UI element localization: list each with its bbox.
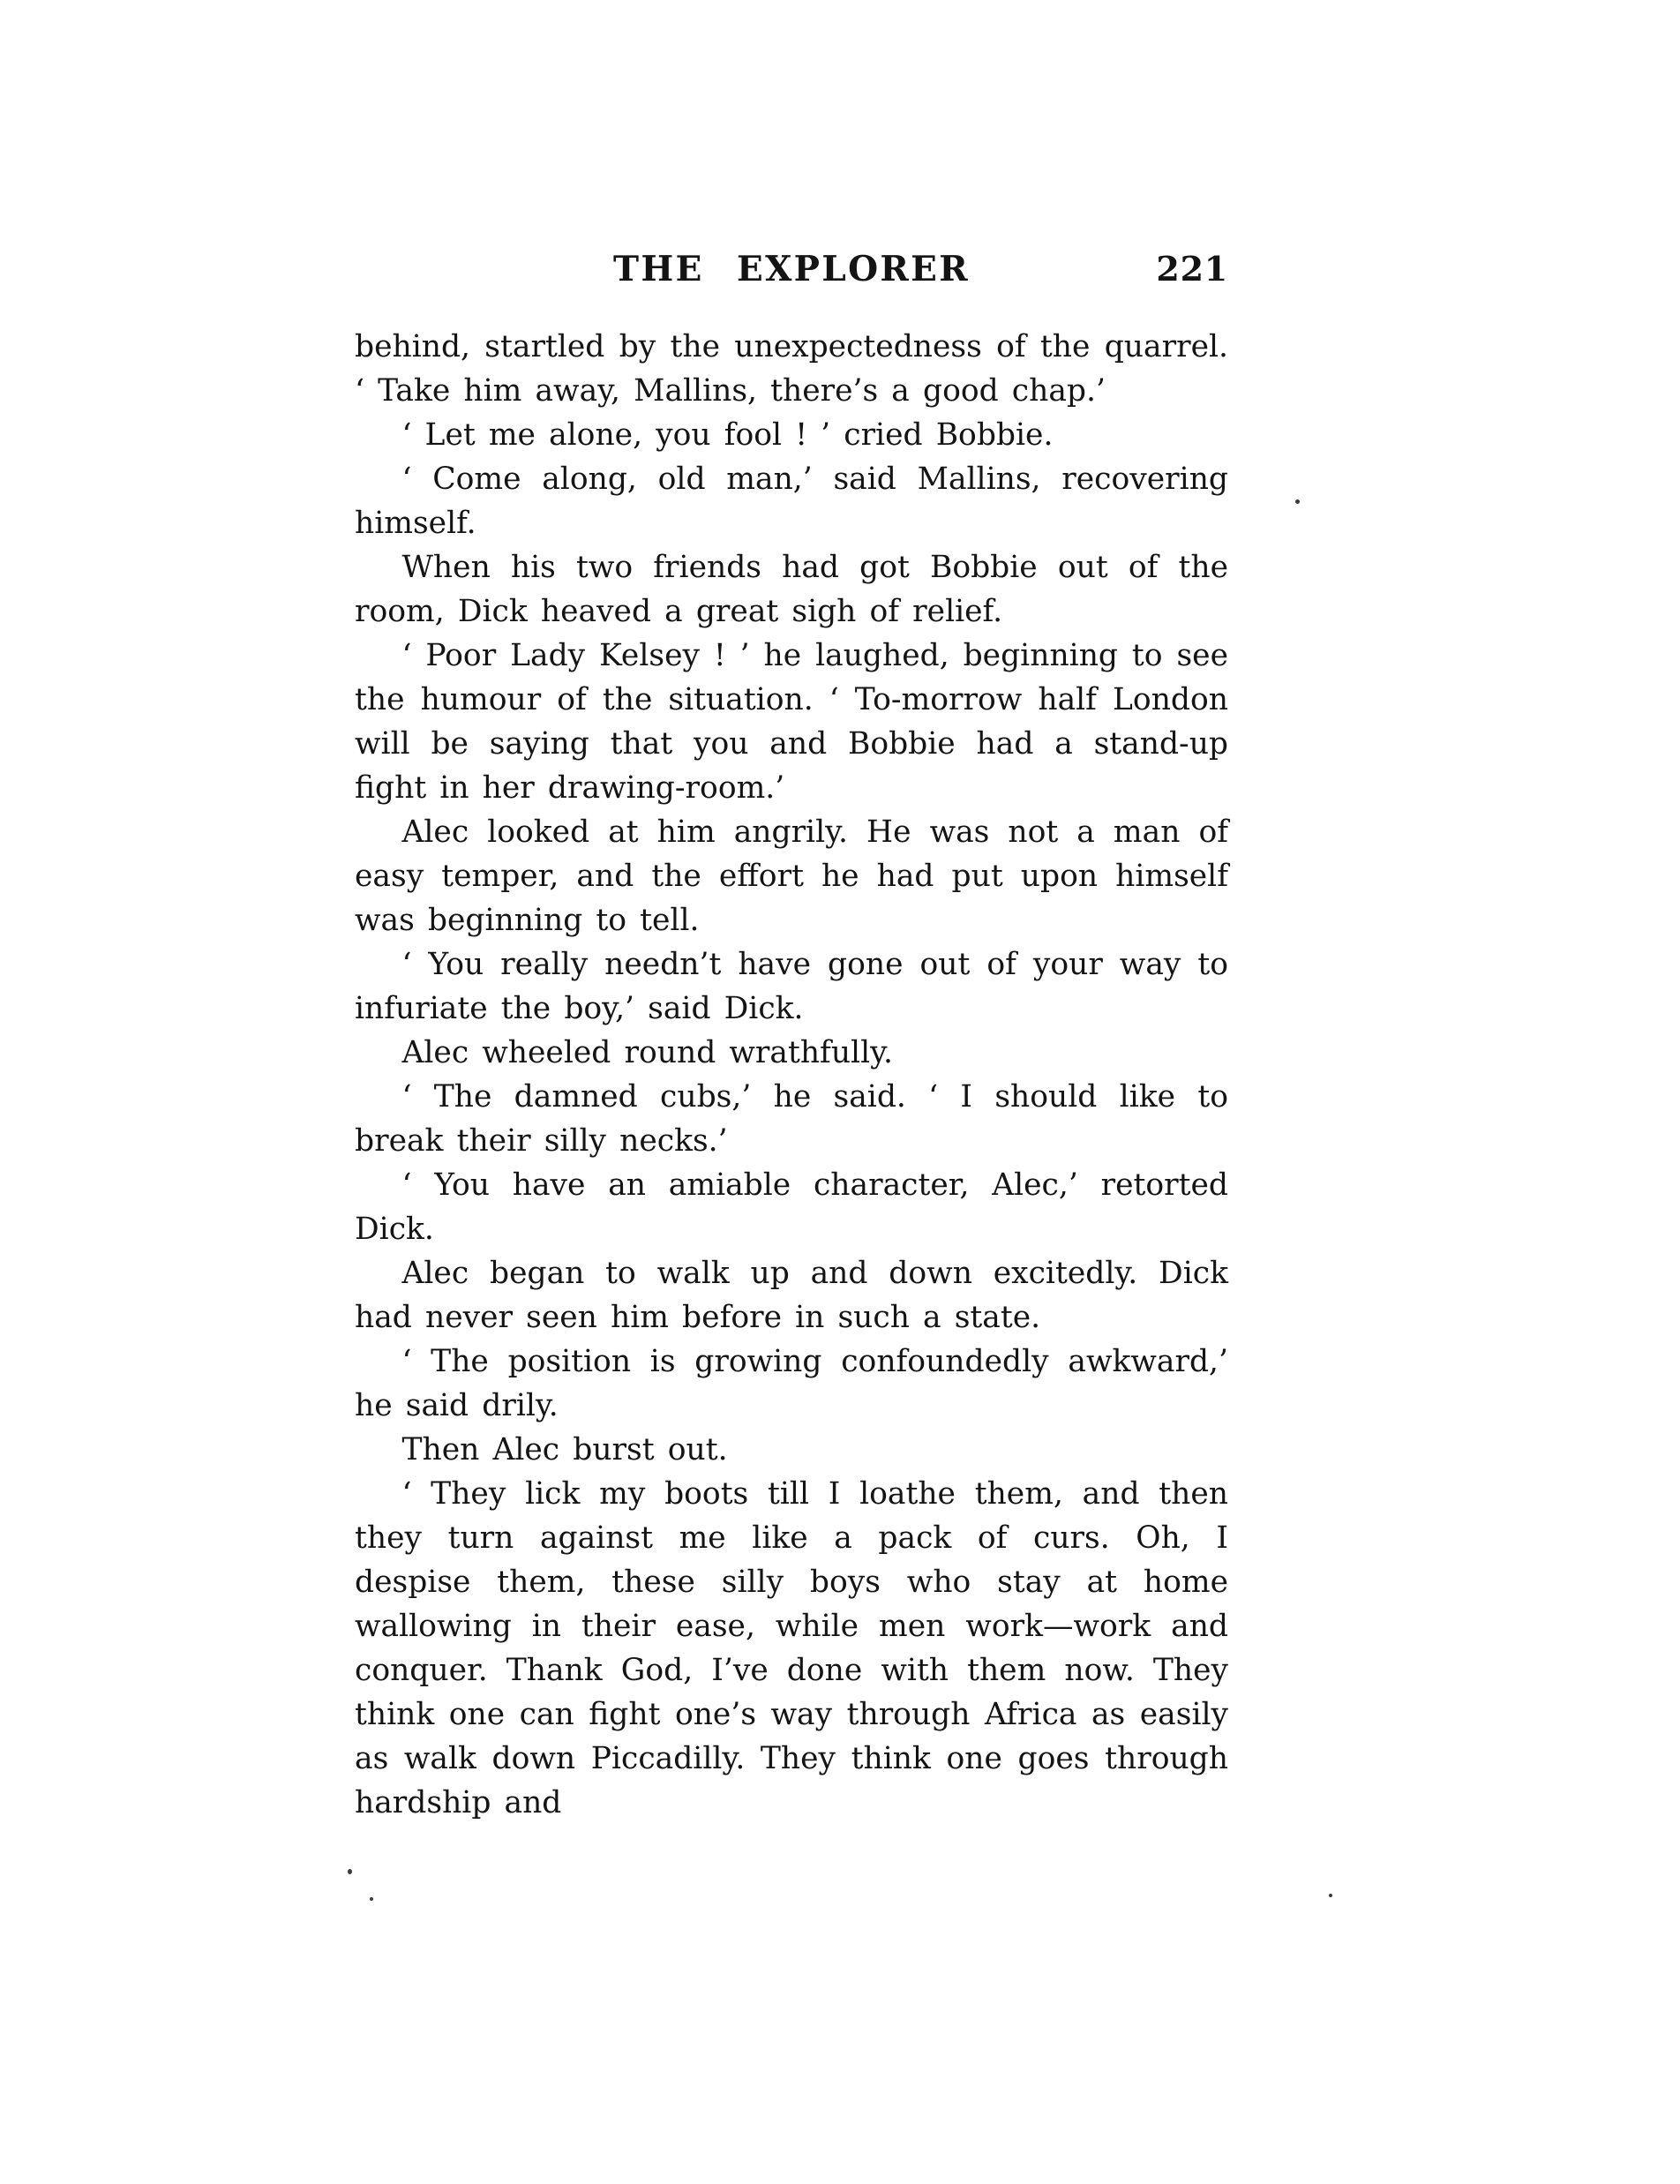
paragraph: behind, startled by the unexpectedness of the quarrel. ‘ Take him away, Mallins, there’s a good chap.’ xyxy=(355,329,1228,409)
paragraph: Alec began to walk up and down excitedly. Dick had never seen him before in such a state. xyxy=(355,1256,1228,1335)
running-title: THE EXPLORER xyxy=(613,249,970,289)
page-header xyxy=(355,249,1228,300)
paragraph: ‘ You have an amiable character, Alec,’ retorted Dick. xyxy=(355,1167,1228,1247)
page-number: 221 xyxy=(1156,249,1228,289)
scan-speck xyxy=(1295,499,1300,504)
scan-speck xyxy=(348,1869,352,1874)
paragraph: Then Alec burst out. xyxy=(401,1432,728,1467)
paragraph: ‘ Poor Lady Kelsey ! ’ he laughed, beginning to see the humour of the situation. ‘ To-morrow half London will be saying that you and Bobbie had a stand-up fight in her drawing-room.’ xyxy=(355,638,1228,806)
text-block xyxy=(355,249,1228,1825)
page-text xyxy=(355,325,1228,1825)
scan-speck xyxy=(1329,1894,1332,1897)
paragraph: ‘ Let me alone, you fool ! ’ cried Bobbie. xyxy=(401,417,1054,453)
paragraph: ‘ You really needn’t have gone out of your way to infuriate the boy,’ said Dick. xyxy=(355,947,1228,1026)
paragraph: ‘ Come along, old man,’ said Mallins, recovering himself. xyxy=(355,462,1228,541)
paragraph: ‘ The position is growing confoundedly awkward,’ he said drily. xyxy=(355,1344,1228,1423)
paragraph: When his two friends had got Bobbie out of the room, Dick heaved a great sigh of relief. xyxy=(355,550,1228,629)
paragraph: ‘ They lick my boots till I loathe them, and then they turn against me like a pack of curs. Oh, I despise them, these silly boys who stay at home wallowing in their ease, while men work—work and conquer. Thank God, I’ve done with them now. They think one can fight one’s way through Africa as easily as walk down Piccadilly. They think one goes through hardship and xyxy=(355,1476,1228,1820)
scan-speck xyxy=(370,1897,373,1901)
paragraph: ‘ The damned cubs,’ he said. ‘ I should like to break their silly necks.’ xyxy=(355,1079,1228,1159)
paragraph: Alec looked at him angrily. He was not a man of easy temper, and the effort he had put upon himself was beginning to tell. xyxy=(355,814,1228,938)
paragraph: Alec wheeled round wrathfully. xyxy=(401,1035,893,1070)
